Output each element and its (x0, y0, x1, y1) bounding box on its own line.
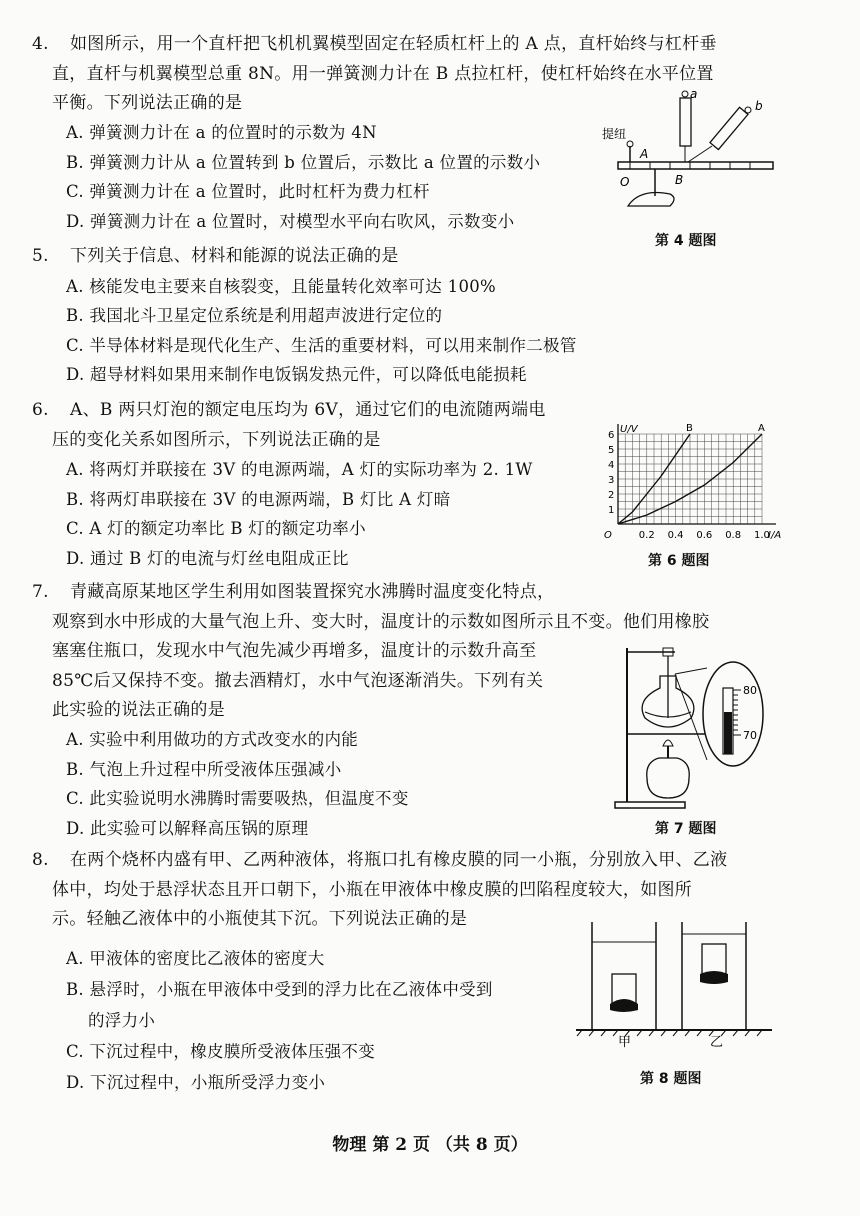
point-b-label: B (675, 173, 684, 187)
y-tick-label: 6 (608, 430, 615, 441)
option-c: C. A 灯的额定功率比 B 灯的额定功率小 (66, 519, 366, 538)
y-tick-label: 4 (608, 460, 615, 471)
question-number: 8. (32, 850, 49, 870)
question-number: 7. (32, 582, 49, 602)
question-5 (32, 242, 795, 390)
question-stem: 压的变化关系如图所示，下列说法正确的是 (52, 429, 381, 450)
question-stem: 体中，均处于悬浮状态且开口朝下，小瓶在甲液体中橡皮膜的凹陷程度较大，如图所 (52, 879, 693, 900)
series-label-B: B (686, 423, 693, 434)
thermometer-label-70: 70 (743, 729, 757, 742)
option-b-continued: 的浮力小 (88, 1010, 156, 1030)
question-stem: 观察到水中形成的大量气泡上升、变大时，温度计的示数如图所示且不变。他们用橡胶 (52, 611, 710, 632)
beakers-figure (574, 918, 774, 1048)
series-label-A: A (758, 423, 765, 434)
figure-caption: 第 7 题图 (655, 821, 717, 837)
question-stem: 平衡。下列说法正确的是 (52, 93, 243, 113)
question-number: 6. (32, 400, 49, 420)
position-a-label: a (690, 88, 698, 101)
x-tick-label: 0.4 (667, 530, 684, 541)
y-tick-label: 5 (608, 445, 615, 456)
question-number: 5. (32, 246, 49, 266)
point-a-label: A (640, 147, 649, 161)
option-b: B. 气泡上升过程中所受液体压强减小 (66, 759, 342, 779)
lever-figure (600, 88, 780, 228)
boiling-apparatus-figure (605, 638, 775, 816)
figure-caption: 第 8 题图 (640, 1071, 702, 1087)
option-b: B. 弹簧测力计从 a 位置转到 b 位置后，示数比 a 位置的示数小 (66, 152, 541, 172)
question-number: 4. (32, 34, 49, 54)
position-b-label: b (755, 99, 763, 113)
x-tick-label: 0.2 (638, 530, 655, 541)
question-stem: A、B 两只灯泡的额定电压均为 6V，通过它们的电流随两端电 (70, 400, 546, 420)
question-8-options (40, 944, 580, 1098)
y-tick-label: 1 (608, 505, 615, 516)
option-c: C. 弹簧测力计在 a 位置时，此时杠杆为费力杠杆 (66, 182, 430, 201)
option-d: D. 此实验可以解释高压锅的原理 (66, 818, 309, 838)
origin-label: O (604, 530, 612, 541)
question-stem: 青藏高原某地区学生利用如图装置探究水沸腾时温度变化特点， (70, 582, 555, 602)
option-b: B. 将两灯串联接在 3V 的电源两端，B 灯比 A 灯暗 (66, 489, 451, 509)
question-7-options (40, 725, 600, 843)
question-6 (32, 396, 600, 573)
question-stem: 塞塞住瓶口，发现水中气泡先减少再增多，温度计的示数升高至 (52, 641, 537, 661)
figure-caption: 第 6 题图 (648, 553, 710, 569)
x-tick-label: 0.6 (696, 530, 713, 541)
figure-caption: 第 4 题图 (655, 233, 717, 249)
beaker-label-jia: 甲 (618, 1035, 632, 1048)
question-4-options (40, 118, 600, 236)
y-tick-label: 3 (608, 475, 615, 486)
point-o-label: O (620, 175, 630, 189)
beaker-label-yi: 乙 (710, 1035, 724, 1048)
question-stem: 85℃后又保持不变。撤去酒精灯，水中气泡逐渐消失。下列有关 (52, 670, 544, 691)
option-c: C. 半导体材料是现代化生产、生活的重要材料，可以用来制作二极管 (66, 335, 577, 355)
option-c: C. 下沉过程中，橡皮膜所受液体压强不变 (66, 1041, 376, 1061)
thermometer-label-80: 80 (743, 684, 757, 697)
option-d: D. 超导材料如果用来制作电饭锅发热元件，可以降低电能损耗 (66, 365, 527, 384)
question-stem: 在两个烧杯内盛有甲、乙两种液体，将瓶口扎有橡皮膜的同一小瓶，分别放入甲、乙液 (70, 850, 728, 870)
option-a: A. 将两灯并联接在 3V 的电源两端，A 灯的实际功率为 2. 1W (66, 460, 533, 479)
iu-chart (592, 420, 782, 545)
tiliu-label: 提纽 (602, 127, 627, 141)
option-b: B. 悬浮时，小瓶在甲液体中受到的浮力比在乙液体中受到 (66, 979, 493, 999)
option-a: A. 弹簧测力计在 a 的位置时的示数为 4N (66, 123, 377, 142)
page-footer: 物理 第 2 页 （共 8 页） (332, 1135, 528, 1155)
option-d: D. 下沉过程中，小瓶所受浮力变小 (66, 1072, 326, 1092)
option-d: D. 通过 B 灯的电流与灯丝电阻成正比 (66, 548, 349, 568)
option-c: C. 此实验说明水沸腾时需要吸热，但温度不变 (66, 789, 409, 808)
question-stem: 示。轻触乙液体中的小瓶使其下沉。下列说法正确的是 (52, 909, 468, 929)
question-stem: 下列关于信息、材料和能源的说法正确的是 (70, 246, 399, 266)
question-stem: 此实验的说法正确的是 (52, 700, 225, 720)
y-axis-label: U/V (620, 424, 638, 435)
y-tick-label: 2 (608, 490, 615, 501)
option-a: A. 实验中利用做功的方式改变水的内能 (66, 730, 359, 749)
option-b: B. 我国北斗卫星定位系统是利用超声波进行定位的 (66, 306, 443, 325)
x-tick-label: 1.0 (754, 530, 770, 541)
option-d: D. 弹簧测力计在 a 位置时，对模型水平向右吹风，示数变小 (66, 211, 515, 231)
question-stem: 如图所示，用一个直杆把飞机机翼模型固定在轻质杠杆上的 A 点，直杆始终与杠杆垂 (70, 34, 717, 54)
x-axis-label: I/A (768, 530, 782, 541)
x-tick-label: 0.8 (725, 530, 742, 541)
question-stem: 直，直杆与机翼模型总重 8N。用一弹簧测力计在 B 点拉杠杆，使杠杆始终在水平位置 (52, 63, 714, 84)
option-a: A. 甲液体的密度比乙液体的密度大 (66, 949, 325, 968)
option-a: A. 核能发电主要来自核裂变，且能量转化效率可达 100% (66, 276, 497, 296)
